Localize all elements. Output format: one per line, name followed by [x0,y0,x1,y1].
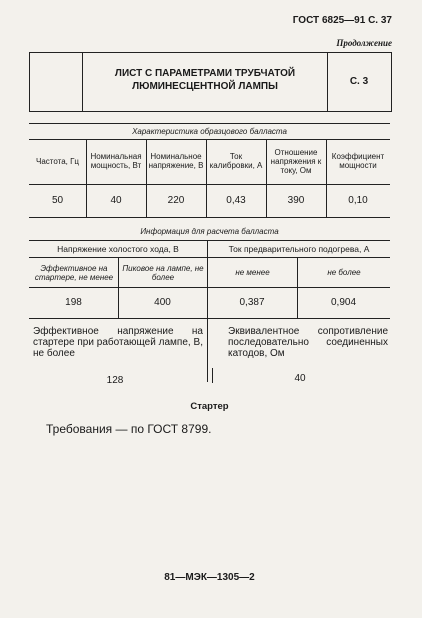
column-header: Отношение напряжения к току, Ом [270,148,322,175]
group-header-current: Ток предварительного подогрева, А [228,244,370,254]
table-cell: 0,10 [348,195,368,206]
column-header: Номинальное напряжение, В [148,152,204,170]
table-cell: 390 [287,195,305,206]
document-code: ГОСТ 6825—91 С. 37 [292,15,392,26]
column-header: Пиковое на лампе, не более [122,264,204,282]
starter-voltage-value: 128 [106,375,124,386]
starter-heading: Стартер [190,401,229,412]
column-header: Коэффициент мощности [331,152,385,170]
starter-voltage-text: Эффективное напряжение на стартере при работающей лампе, В, не более [33,326,203,359]
sheet-number: С. 3 [349,76,369,87]
cathode-resistance-value: 40 [294,373,306,384]
table-cell: 40 [110,195,122,206]
table-cell: 0,387 [239,297,265,308]
table-cell: 50 [51,195,64,206]
group-header-voltage: Напряжение холостого хода, В [57,244,179,254]
table-cell: 400 [154,297,171,308]
ballast-calc-caption: Информация для расчета балласта [140,227,279,236]
column-header: не более [327,268,361,277]
column-header: не менее [235,268,270,277]
table-cell: 0,43 [226,195,246,206]
table-cell: 198 [65,297,82,308]
cathode-resistance-text: Эквивалентное сопротивление последовательно соединенных катодов, Ом [228,326,388,359]
title-line-1: ЛИСТ С ПАРАМЕТРАМИ ТРУБЧАТОЙ [114,68,296,79]
column-header: Номинальная мощность, Вт [90,152,142,170]
footer-code: 81—МЭК—1305—2 [164,572,255,583]
column-header: Частота, Гц [35,157,79,166]
ballast-characteristics-caption: Характеристика образцового балласта [132,127,287,136]
starter-requirement: Требования — по ГОСТ 8799. [46,422,212,436]
column-header: Эффективное на стартере, не менее [34,264,114,282]
table-cell: 220 [167,195,185,206]
column-header: Ток калибровки, А [209,152,263,170]
continuation-label: Продолжение [336,38,392,48]
title-line-2: ЛЮМИНЕСЦЕНТНОЙ ЛАМПЫ [132,81,278,92]
table-cell: 0,904 [330,297,357,308]
